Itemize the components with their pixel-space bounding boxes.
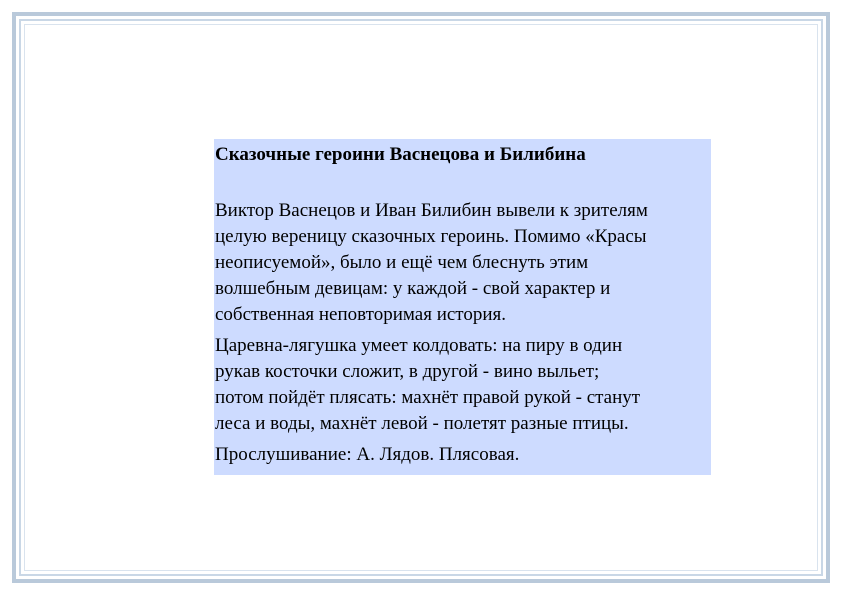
- text-line: леса и воды, махнёт левой - полетят разные птицы.: [215, 413, 629, 434]
- text-line: Царевна-лягушка умеет колдовать: на пиру в один: [215, 335, 623, 356]
- slide-frame: [12, 12, 830, 583]
- text-line: собственная неповторимая история.: [215, 304, 507, 325]
- text-line: неописуемой», было и ещё чем блеснуть этим: [215, 252, 589, 273]
- text-line: Виктор Васнецов и Иван Билибин вывели к зрителям: [215, 200, 648, 221]
- slide-title: Сказочные героини Васнецова и Билибина: [215, 144, 586, 165]
- text-line: рукав косточки сложит, в другой - вино выльет;: [215, 361, 600, 382]
- text-line: потом пойдёт плясать: махнёт правой рукой - станут: [215, 387, 641, 408]
- paragraph-listening: [215, 442, 711, 468]
- text-line: волшебным девицам: у каждой - свой характер и: [215, 278, 611, 299]
- paragraph-frog-princess: [215, 333, 711, 437]
- text-line: целую вереницу сказочных героинь. Помимо «Красы: [215, 226, 647, 247]
- text-line: Прослушивание: А. Лядов. Плясовая.: [215, 444, 520, 465]
- text-box: [214, 139, 711, 475]
- paragraph-intro: [215, 198, 711, 328]
